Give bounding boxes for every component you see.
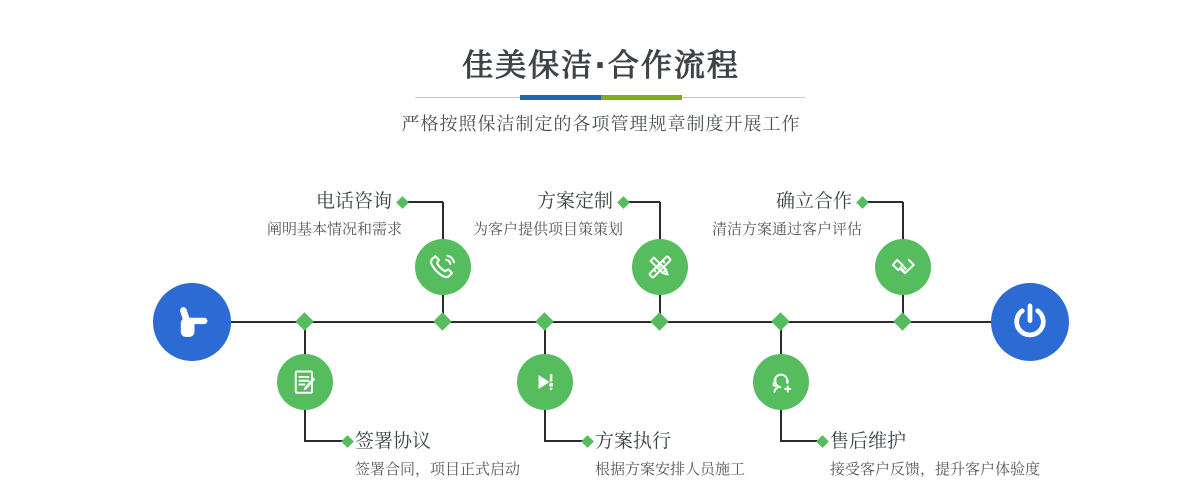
connector-horizontal (304, 440, 343, 442)
label-diamond (341, 435, 354, 448)
step-desc: 根据方案安排人员施工 (595, 460, 746, 478)
label-diamond (816, 435, 829, 448)
step-title: 售后维护 (830, 430, 907, 452)
step-node-execute (517, 354, 573, 410)
step-desc: 签署合同，项目正式启动 (355, 460, 521, 478)
timeline-diamond (893, 312, 911, 330)
start-endpoint (153, 283, 231, 361)
handshake-icon (888, 252, 918, 282)
pointing-hand-icon (171, 301, 213, 343)
power-icon (1009, 301, 1051, 343)
step-desc: 清洁方案通过客户评估 (711, 220, 862, 238)
step-title: 确立合作 (775, 190, 852, 212)
step-node-cooperate (875, 239, 931, 295)
step-desc: 接受客户反馈，提升客户体验度 (830, 460, 1041, 478)
step-node-phone (415, 239, 471, 295)
step-label-sign (355, 428, 520, 479)
phone-icon (428, 252, 458, 282)
step-label-phone (267, 188, 402, 239)
connector-horizontal (544, 440, 583, 442)
title-divider-blue-segment (520, 95, 601, 100)
timeline-diamond (771, 312, 789, 330)
timeline-diamond (650, 312, 668, 330)
step-title: 签署协议 (355, 430, 432, 452)
step-node-plan (632, 239, 688, 295)
connector-horizontal (627, 201, 660, 203)
step-desc: 为客户提供项目策策划 (472, 220, 623, 238)
timeline-line (228, 321, 994, 323)
timeline-diamond (535, 312, 553, 330)
label-diamond (581, 435, 594, 448)
step-node-sign (277, 354, 333, 410)
page-subtitle: 严格按照保洁制定的各项管理规章制度开展工作 (401, 114, 801, 135)
step-label-cooperate (712, 188, 862, 239)
headset-plus-icon (766, 367, 796, 397)
title-divider-green-segment (601, 95, 682, 100)
connector-horizontal (866, 201, 903, 203)
document-pen-icon (290, 367, 320, 397)
step-title: 电话咨询 (315, 190, 392, 212)
play-icon (530, 367, 560, 397)
connector-horizontal (406, 201, 443, 203)
timeline-diamond (295, 312, 313, 330)
step-node-aftersales (753, 354, 809, 410)
step-title: 方案执行 (595, 430, 672, 452)
step-desc: 阐明基本情况和需求 (266, 220, 402, 238)
pencil-ruler-icon (645, 252, 675, 282)
step-label-plan (473, 188, 623, 239)
step-label-aftersales (830, 428, 1040, 479)
end-endpoint (991, 283, 1069, 361)
connector-horizontal (780, 440, 818, 442)
step-label-execute (595, 428, 745, 479)
step-title: 方案定制 (536, 190, 613, 212)
page-title: 佳美保洁·合作流程 (462, 48, 740, 84)
timeline-diamond (433, 312, 451, 330)
